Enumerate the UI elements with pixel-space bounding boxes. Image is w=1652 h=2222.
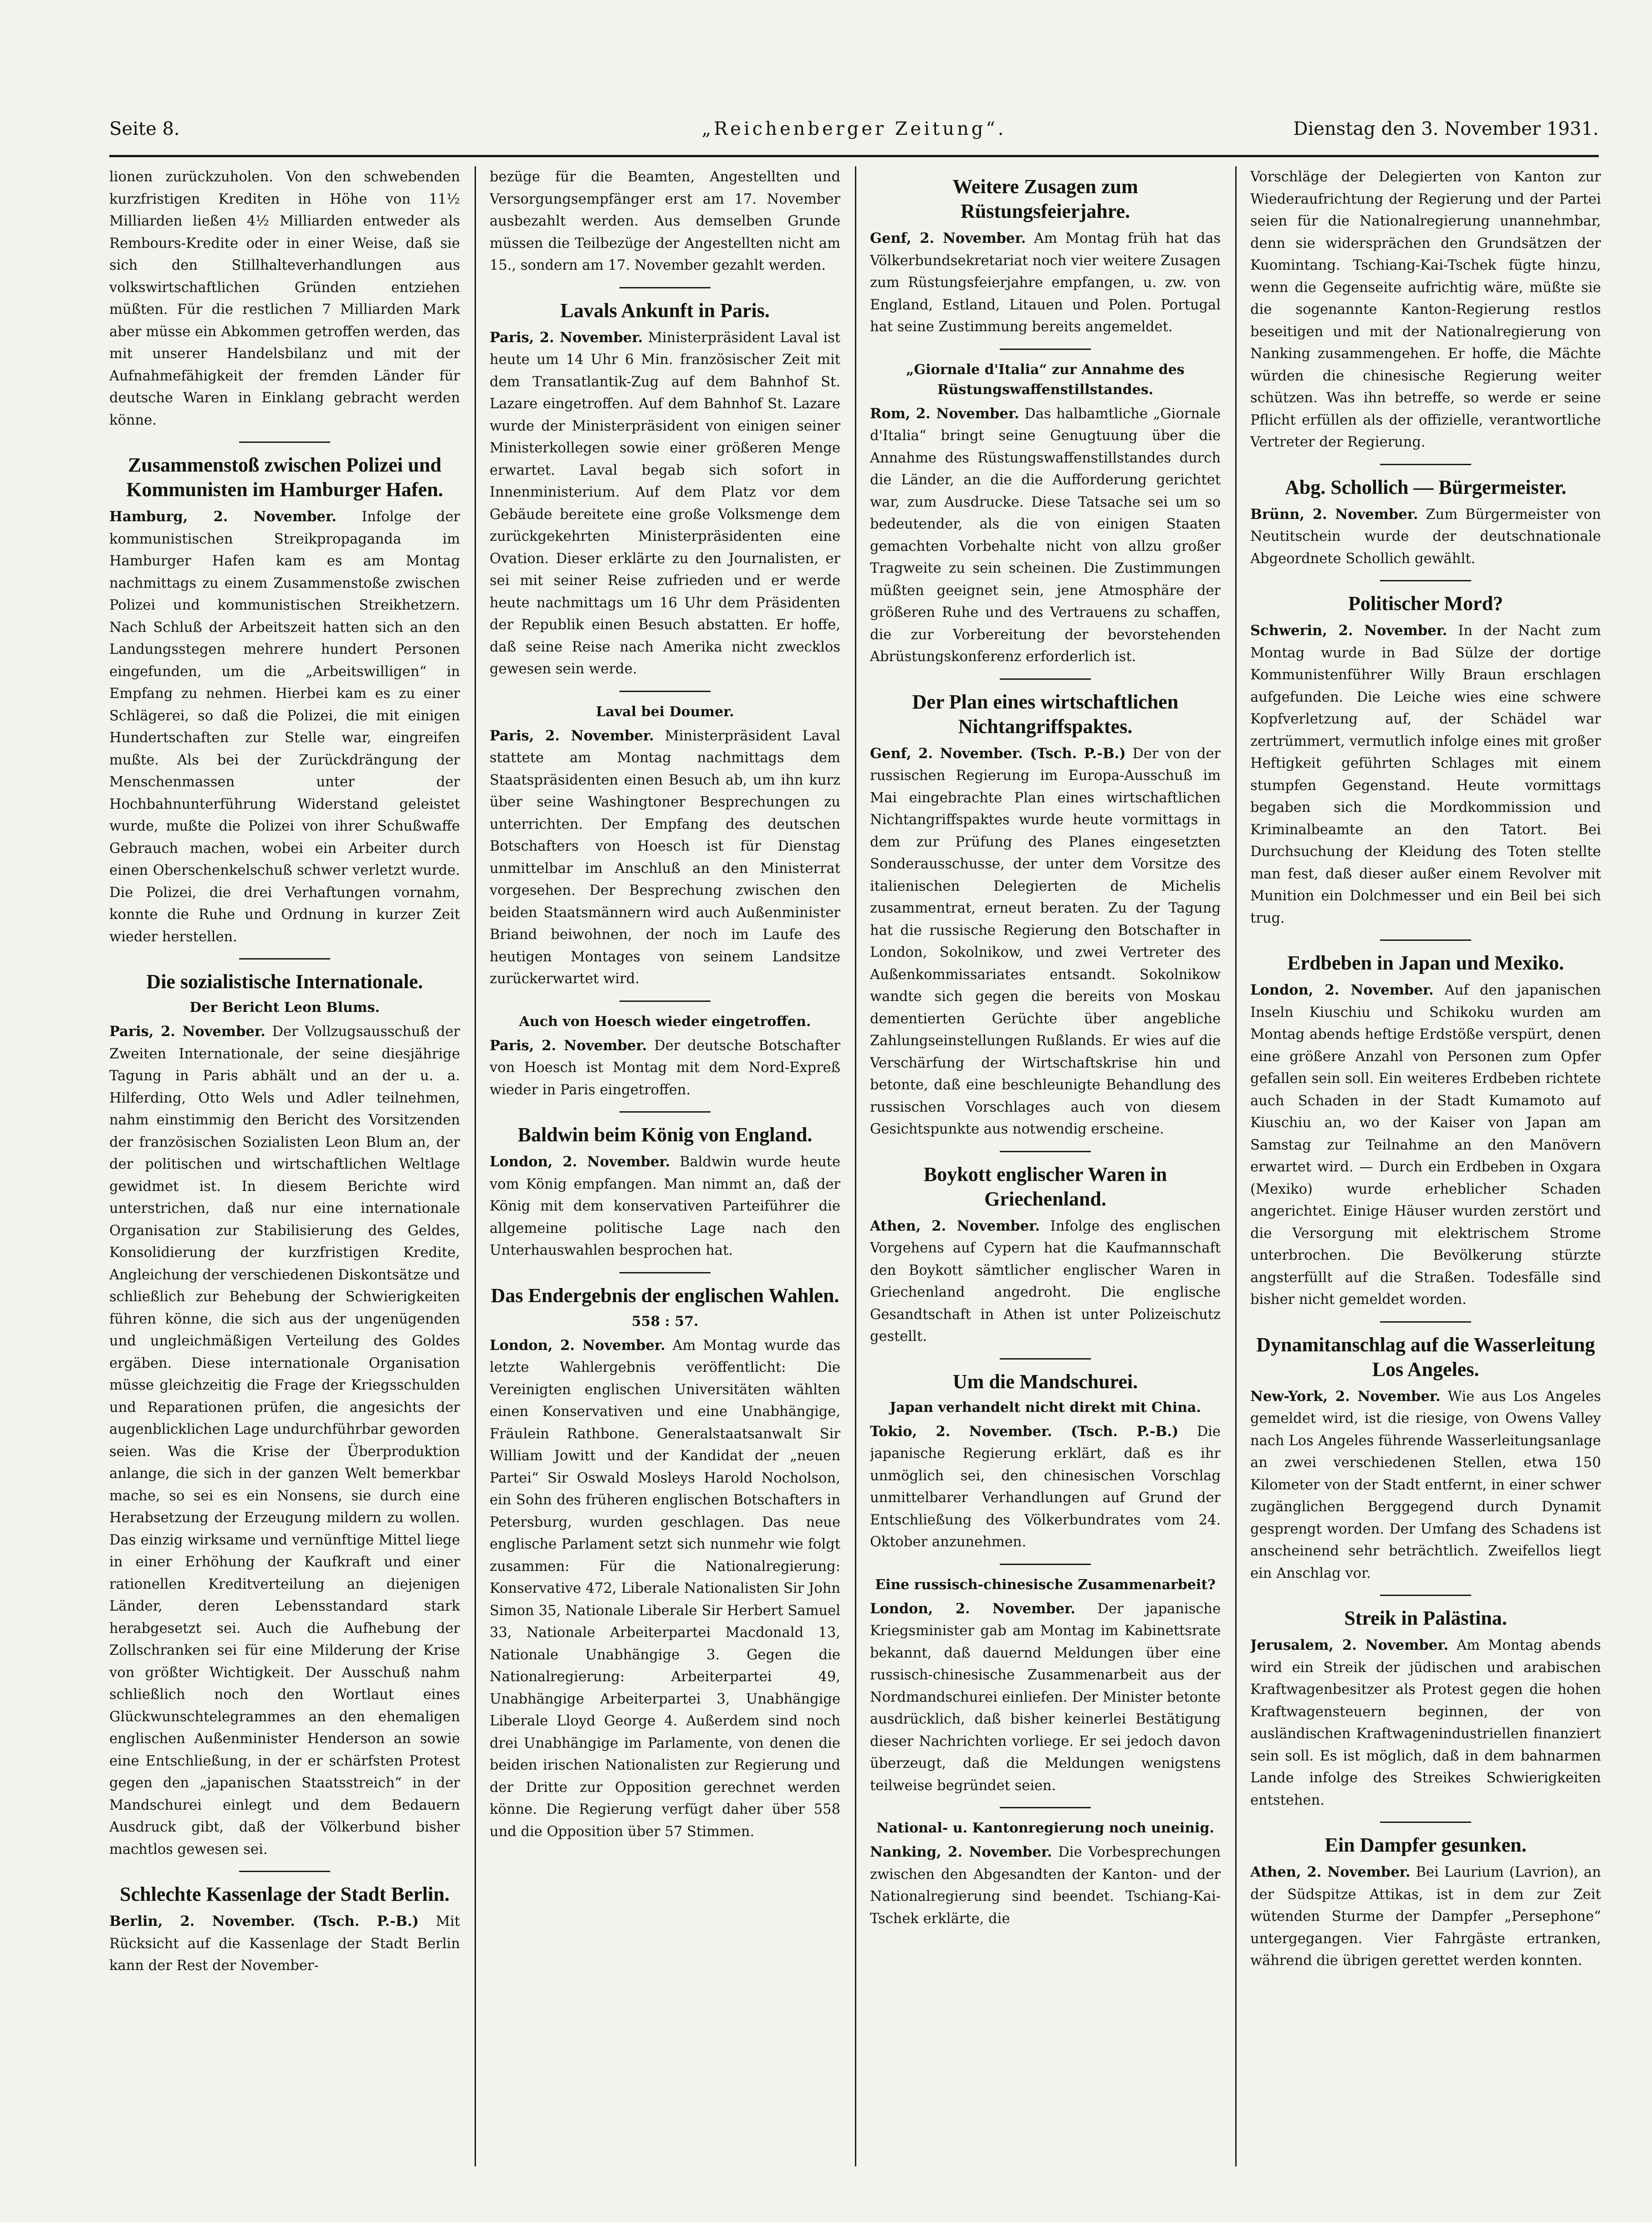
article-body <box>1250 1386 1601 1585</box>
article <box>490 298 840 692</box>
newspaper-title: „Reichenberger Zeitung“. <box>701 118 1007 139</box>
issue-date: Dienstag den 3. November 1931. <box>1293 118 1599 139</box>
article-text: Infolge der kommunistischen Streikpropaganda im Hamburger Hafen kam es am Montag nachmittags zu einem Zusammenstoße zwischen Polizei und kommunistischen Streikhetzern. Nach Schluß der Arbeitszeit hatten sich an den Landungsstegen mehrere hundert Personen eingefunden, um die „Arbeitswilligen“ in Empfang zu nehmen. Hierbei kam es zu einer Schlägerei, so daß die Polizei, die mit einigen Hundertschaften zur Stelle war, eingreifen mußte. Als bei der Zurückdrängung der Menschenmassen unter der Hochbahnunterführung Widerstand geleistet wurde, mußte die Polizei von ihrer Schußwaffe Gebrauch machen, wobei ein Arbeiter durch einen Oberschenkelschuß schwer verletzt wurde. Die Polizei, die drei Verhaftungen vornahm, konnte die Ruhe und Ordnung in kurzer Zeit wieder herstellen. <box>109 509 460 945</box>
article-body <box>109 506 460 948</box>
article-body <box>870 743 1221 1141</box>
article-dateline: Rom, 2. November. <box>870 405 1019 422</box>
article-body <box>870 1598 1221 1797</box>
article <box>870 1370 1221 1565</box>
column-4 <box>1250 166 1601 2171</box>
column-2 <box>490 166 840 2171</box>
article-separator <box>1000 678 1091 680</box>
article-dateline: Schwerin, 2. November. <box>1250 622 1447 639</box>
article-body <box>490 1035 840 1102</box>
article-separator <box>1380 1321 1471 1323</box>
article-dateline: Genf, 2. November. <box>870 230 1026 246</box>
article <box>490 1012 840 1113</box>
article <box>109 970 460 1872</box>
article <box>1250 166 1601 465</box>
article <box>870 174 1221 350</box>
article-headline: Ein Dampfer gesunken. <box>1325 1834 1527 1856</box>
article-body <box>490 166 840 277</box>
article-headline: Baldwin beim König von England. <box>517 1124 813 1146</box>
article-text: Die Vorbesprechungen zwischen den Abgesandten der Kanton- und der Nationalregierung sind beendet. Tschiang-Kai-Tschek erklärte, die <box>870 1844 1221 1927</box>
article-dateline: Hamburg, 2. November. <box>109 508 337 525</box>
article-text: Ministerpräsident Laval ist heute um 14 Uhr 6 Min. französischer Zeit mit dem Transatlantik-Zug auf dem Bahnhof St. Lazare eingetroffen. Auf dem Bahnhof St. Lazare wurde der Ministerpräsident von einigen seiner Ministerkollegen sowie einer größeren Menge erwartet. Laval begab sich sofort in Innenministerium. Auf dem Platz vor dem Gebäude bereitete eine große Volksmenge dem zurückgekehrten Ministerpräsidenten eine Ovation. Dieser erklärte zu den Journalisten, er sei mit seiner Reise zufrieden und er werde heute nachmittags um 16 Uhr dem Präsidenten der Republik einen Besuch abstatten. Er hoffe, daß seine Reise nach Amerika nicht zwecklos gewesen sein werde. <box>490 329 840 677</box>
article-text: In der Nacht zum Montag wurde in Bad Sülze der dortige Kommunistenführer Willy Braun erschlagen aufgefunden. Die Leiche wies eine schwere Kopfverletzung auf, der Schädel war zertrümmert, vermutlich infolge eines mit großer Heftigkeit geführten Schlages mit einem stumpfen Gegenstand. Heute vormittags begaben sich die Mordkommission und Kriminalbeamte an den Tatort. Bei Durchsuchung der Kleidung des Toten stellte man fest, daß dieser außer einem Revolver mit Munition ein Dolchmesser und ein Beil bei sich trug. <box>1250 623 1601 926</box>
article <box>1250 591 1601 941</box>
article <box>490 166 840 288</box>
article <box>109 1882 460 1977</box>
article-text: Vorschläge der Delegierten von Kanton zur Wiederaufrichtung der Regierung und der Partei seien für die Nationalregierung unannehmbar, denn sie widersprächen den Grundsätzen der Kuomintang. Tschiang-Kai-Tschek fügte hinzu, wenn die Gegenseite aufrichtig wäre, müßte sie die sogenannte Kanton-Regierung restlos beseitigen und mit der Nationalregierung von Nanking zusammengehen. Er hoffe, die Mächte würden die chinesische Regierung weiter schützen. Was ihn betreffe, so werde er seine Pflicht erfüllen als der offizielle, verantwortliche Vertreter der Regierung. <box>1250 169 1601 450</box>
article-text: Bei Laurium (Lavrion), an der Südspitze Attikas, ist in dem zur Zeit wütenden Sturme der Dampfer „Persephone“ untergegangen. Vier Fahrgäste ertranken, während die übrigen gerettet werden konnten. <box>1250 1864 1601 1969</box>
column-1 <box>109 166 460 2171</box>
article-text: Mit Rücksicht auf die Kassenlage der Stadt Berlin kann der Rest der November- <box>109 1914 460 1974</box>
article <box>1250 1833 1601 1972</box>
article-subheadline: Japan verhandelt nicht direkt mit China. <box>890 1399 1201 1416</box>
page-number: Seite 8. <box>109 118 180 139</box>
article <box>870 690 1221 1152</box>
article <box>490 702 840 1002</box>
article-separator <box>619 1001 711 1002</box>
article-subheadline: „Giornale d'Italia“ zur Annahme des Rüstungswaffenstillstandes. <box>906 361 1185 398</box>
article-separator <box>239 1871 330 1872</box>
article-headline: Das Endergebnis der englischen Wahlen. <box>491 1284 839 1307</box>
article-separator <box>1000 1564 1091 1565</box>
article-headline: Weitere Zusagen zum Rüstungsfeierjahre. <box>952 175 1138 222</box>
article-dateline: New-York, 2. November. <box>1250 1388 1441 1405</box>
column-3 <box>870 166 1221 2171</box>
article-body <box>870 227 1221 339</box>
article-separator <box>239 441 330 443</box>
article-text: Die japanische Regierung erklärt, daß es ihr unmöglich sei, den chinesischen Vorschlag unmittelbarer Verhandlungen auf Grund der Entschließung des Völkerbundrates vom 24. Oktober anzunehmen. <box>870 1423 1221 1550</box>
article-headline: Schlechte Kassenlage der Stadt Berlin. <box>120 1883 450 1905</box>
article-text: Baldwin wurde heute vom König empfangen. Man nimmt an, daß der König mit dem konservativen Parteiführer die allgemeine politische Lage nach den Unterhauswahlen besprochen hat. <box>490 1154 840 1258</box>
article-text: bezüge für die Beamten, Angestellten und Versorgungsempfänger erst am 17. November ausbezahlt werden. Aus demselben Grunde müssen die Teilbezüge der Angestellten nicht am 15., sondern am 17. November gezahlt werden. <box>490 169 840 273</box>
article-text: Am Montag abends wird ein Streik der jüdischen und arabischen Kraftwagenbesitzer als Protest gegen die hohen Kraftwagensteuern beginnen, der von ausländischen Kraftwagenindustriellen finanziert sein soll. Es ist möglich, daß in dem bahnarmen Lande infolge des Streikes Schwierigkeiten entstehen. <box>1250 1637 1601 1808</box>
article-dateline: Paris, 2. November. <box>490 727 654 744</box>
article <box>870 1818 1221 1930</box>
article-body <box>870 1841 1221 1930</box>
article-separator <box>239 958 330 960</box>
article-headline: Der Plan eines wirtschaftlichen Nichtangriffspaktes. <box>912 690 1179 738</box>
article-text: Am Montag früh hat das Völkerbundsekretariat noch vier weitere Zusagen zum Rüstungsfeierjahre empfangen, u. zw. von England, Estland, Litauen und Polen. Portugal hat seine Zustimmung bereits angemeldet. <box>870 231 1221 335</box>
article-dateline: Tokio, 2. November. (Tsch. P.-B.) <box>870 1423 1179 1440</box>
article-text: lionen zurückzuholen. Von den schwebenden kurzfristigen Krediten in Höhe von 11½ Milliarden ließen 4½ Milliarden entweder als Rembours-Kredite oder in einer Weise, daß sie sich den Stillhalteverhandlungen aus volkswirtschaftlichen Gründen entziehen müßten. Für die restlichen 7 Milliarden Mark aber müsse ein Abkommen getroffen werden, das mit unserer Handelsbilanz und mit der Aufnahmefähigkeit der fremden Länder für deutsche Waren in Einklang gebracht werden könne. <box>109 169 460 428</box>
article-text: Ministerpräsident Laval stattete am Montag nachmittags dem Staatspräsidenten einen Besuch ab, um ihn kurz über seine Washingtoner Besprechungen zu unterrichten. Der Empfang des deutschen Botschafters von Hoesch ist für Dienstag unmittelbar im Anschluß an den Ministerrat vorgesehen. Der Besprechung zwischen den beiden Staatsmännern wird auch Außenminister Briand beiwohnen, der noch im Laufe des heutigen Montages von seinem Landsitze zurückerwartet wird. <box>490 728 840 987</box>
column-divider <box>1235 166 1237 2166</box>
article <box>1250 475 1601 582</box>
article-separator <box>619 691 711 692</box>
article-headline: Lavals Ankunft in Paris. <box>560 299 770 322</box>
article-dateline: Paris, 2. November. <box>490 1037 647 1054</box>
article <box>870 1162 1221 1360</box>
article-body <box>870 1215 1221 1348</box>
article-body <box>109 166 460 431</box>
article-dateline: Nanking, 2. November. <box>870 1844 1052 1860</box>
article <box>490 1283 840 1843</box>
article <box>490 1123 840 1273</box>
article-text: Der von der russischen Regierung im Europa-Ausschuß im Mai eingebrachte Plan eines wirtschaftlichen Nichtangriffspaktes wurde heute vormittags in dem zur Prüfung des Planes eingesetzten Sonderausschusse, der unter dem Vorsitze des italienischen Delegierten de Michelis zusammentrat, erneut beraten. Zu der Tagung hat die russische Regierung den Botschafter in London, Sokolnikow, und zwei Vertreter des Außenkommissariates entsandt. Sokolnikow wandte sich gegen die bereits von Moskau dementierten Gerüchte über angebliche Zahlungseinstellungen Rußlands. Er wies auf die Verschärfung der Wirtschaftskrise hin und betonte, daß eine beschleunigte Behandlung des russischen Vorschlages auch von diesem Gesichtspunkte aus notwendig erscheine. <box>870 745 1221 1137</box>
article-body <box>490 1334 840 1843</box>
article-body <box>490 327 840 681</box>
article-body <box>1250 979 1601 1311</box>
article-separator <box>1380 939 1471 941</box>
column-divider <box>855 166 856 2166</box>
article-body <box>490 725 840 990</box>
article-headline: Die sozialistische Internationale. <box>146 970 423 993</box>
article-separator <box>1000 1151 1091 1152</box>
article-text: Auf den japanischen Inseln Kiuschiu und Schikoku wurden am Montag abends heftige Erdstöße verspürt, denen eine größere Anzahl von Personen zum Opfer gefallen sein soll. Ein weiteres Erdbeben richtete auch Schaden in der Stadt Kumamoto auf Kiuschiu an, wo der Kaiser von Japan am Samstag zur Teilnahme an den Manövern erwartet wird. — Durch ein Erdbeben in Oxgara (Mexiko) wurde erheblicher Schaden angerichtet. Einige Häuser wurden zerstört und die Versorgung mit elektrischem Strome unterbrochen. Die Bevölkerung stürzte angsterfüllt auf die Straßen. Todesfälle sind bisher nicht gemeldet worden. <box>1250 982 1601 1308</box>
article-headline: Streik in Palästina. <box>1344 1607 1507 1629</box>
article-dateline: Genf, 2. November. (Tsch. P.-B.) <box>870 745 1126 762</box>
article-headline: Erdbeben in Japan und Mexiko. <box>1287 952 1564 974</box>
article <box>109 453 460 960</box>
article-dateline: London, 2. November. <box>1250 982 1434 998</box>
article-body <box>109 1021 460 1861</box>
article-text: Der deutsche Botschafter von Hoesch ist Montag mit dem Nord-Expreß wieder in Paris eingetroffen. <box>490 1037 840 1098</box>
article-dateline: London, 2. November. <box>490 1337 665 1354</box>
article-separator <box>1380 1822 1471 1823</box>
article-headline: Politischer Mord? <box>1348 592 1504 615</box>
article-dateline: London, 2. November. <box>870 1600 1076 1617</box>
article-headline: Um die Mandschurei. <box>952 1370 1138 1393</box>
article-text: Zum Bürgermeister von Neutitschein wurde der deutschnationale Abgeordnete Schollich gewählt. <box>1250 506 1601 567</box>
article-headline: Abg. Schollich — Bürgermeister. <box>1285 476 1566 498</box>
article-dateline: Paris, 2. November. <box>109 1023 266 1040</box>
article-dateline: London, 2. November. <box>490 1154 670 1170</box>
article-body <box>490 1151 840 1262</box>
article-separator <box>1380 580 1471 581</box>
article-subheadline: Laval bei Doumer. <box>596 703 734 720</box>
article-subheadline: Eine russisch-chinesische Zusammenarbeit? <box>875 1576 1216 1593</box>
article-text: Der japanische Kriegsminister gab am Montag im Kabinettsrate bekannt, daß dauernd Meldungen über eine russisch-chinesische Zusammenarbeit aus der Nordmandschurei einliefen. Der Minister betonte ausdrücklich, daß bisher keinerlei Bestätigung dieser Nachrichten vorliege. Er sei jedoch davon überzeugt, daß die Meldungen wenigstens teilweise begründet seien. <box>870 1601 1221 1794</box>
article-separator <box>1380 1595 1471 1596</box>
article-separator <box>1000 349 1091 350</box>
article-text: Der Vollzugsausschuß der Zweiten Internationale, der seine diesjährige Tagung in Paris abhält und an der u. a. Hilferding, Otto Wels und Adler teilnehmen, nahm einstimmig den Bericht des Vorsitzenden der französischen Sozialisten Leon Blum an, der der politischen und wirtschaftlichen Weltlage gewidmet ist. In diesem Berichte wird unterstrichen, daß nur eine internationale Organisation zur Stabilisierung des Geldes, Konsolidierung der kurzfristigen Kredite, Angleichung der verschiedenen Diskontsätze und schließlich zur Behebung der Schwierigkeiten führen könne, die sich aus der ungenügenden und ungleichmäßigen Verteilung des Goldes ergäben. Diese internationale Organisation müsse gleichzeitig die Frage der Kriegsschulden und Reparationen prüfen, die angesichts der augenblicklichen Lage undurchführbar geworden seien. Was die Krise der Überproduktion anlange, die sich in der ganzen Welt bemerkbar mache, so sei es ein Nonsens, sie durch eine Herabsetzung der Erzeugung mildern zu wollen. Das einzig wirksame und vernünftige Mittel liege in einer Erhöhung der Kaufkraft und einer rationellen Kreditverteilung an diejenigen Länder, deren Lebensstandard stark herabgesetzt sei. Auch die Aufhebung der Zollschranken sei für eine Milderung der Krise von größter Wichtigkeit. Der Ausschuß nahm schließlich noch den Wortlaut eines Glückwunschtelegrammes an den ehemaligen englischen Außenminister Henderson an sowie eine Entschließung, in der er schärfsten Protest gegen den „japanischen Staatsstreich“ in der Mandschurei einlegt und dem Bedauern Ausdruck gibt, daß der Völkerbund bisher machtlos gewesen sei. <box>109 1024 460 1858</box>
article-body <box>870 1421 1221 1554</box>
article-text: Am Montag wurde das letzte Wahlergebnis veröffentlicht: Die Vereinigten englischen Universitäten wählten einen Konservativen und eine Unabhängige, Fräulein Rathbone. Generalstaatsanwalt Sir William Jowitt und der Kandidat der „neuen Partei“ Sir Oswald Mosleys Harold Nocholson, ein Sohn des früheren englischen Botschafters in Petersburg, wurden geschlagen. Das neue englische Parlament setzt sich nunmehr wie folgt zusammen: Für die Nationalregierung: Konservative 472, Liberale Nationalisten Sir John Simon 35, Nationale Liberale Sir Herbert Samuel 33, Nationale Arbeiterpartei Macdonald 13, Nationale Unabhängige 3. Gegen die Nationalregierung: Arbeiterpartei 49, Unabhängige Arbeiterpartei 3, Unabhängige Liberale Lloyd George 4. Außerdem sind noch drei Unabhängige im Parlamente, von denen die beiden irischen Nationalisten zur Regierung und der Dritte zur Opposition gerechnet werden könne. Die Regierung verfügt daher über 558 und die Opposition über 57 Stimmen. <box>490 1337 840 1840</box>
article-body <box>109 1910 460 1977</box>
article-dateline: Paris, 2. November. <box>490 329 643 346</box>
article-body <box>870 403 1221 668</box>
article <box>1250 1606 1601 1823</box>
header-rule <box>109 155 1599 157</box>
article-subheadline: Der Bericht Leon Blums. <box>189 1000 380 1016</box>
article-body <box>1250 1861 1601 1972</box>
article-dateline: Jerusalem, 2. November. <box>1250 1637 1448 1653</box>
article-separator <box>619 1272 711 1273</box>
article-subheadline: Auch von Hoesch wieder eingetroffen. <box>519 1013 811 1030</box>
article <box>109 166 460 443</box>
article-subheadline: 558 : 57. <box>631 1313 699 1329</box>
article-body <box>1250 166 1601 454</box>
article-body <box>1250 620 1601 929</box>
article <box>1250 1333 1601 1596</box>
article-dateline: Brünn, 2. November. <box>1250 506 1418 523</box>
article-separator <box>619 1111 711 1113</box>
article <box>870 1575 1221 1809</box>
article <box>870 360 1221 680</box>
article <box>1250 951 1601 1323</box>
article-text: Infolge des englischen Vorgehens auf Cypern hat die Kaufmannschaft den Boykott sämtlicher englischer Waren in Griechenland angedroht. Die englische Gesandtschaft in Athen ist unter Polizeischutz gestellt. <box>870 1218 1221 1344</box>
article-subheadline: National- u. Kantonregierung noch uneinig. <box>876 1820 1214 1836</box>
article-headline: Boykott englischer Waren in Griechenland. <box>923 1163 1167 1210</box>
article-text: Das halbamtliche „Giornale d'Italia“ bringt seine Genugtuung über die Annahme des Rüstungswaffenstillstandes durch die Länder, an die die Aufforderung gerichtet war, zum Ausdrucke. Diese Tatsache sei um so bedeutender, als die von einigen Staaten gemachten Vorbehalte nicht von allzu großer Tragweite zu sein scheinen. Die Zustimmungen müßten geeignet sein, jene Atmosphäre der größeren Ruhe und des Vertrauens zu schaffen, die zur Vorbereitung der bevorstehenden Abrüstungskonferenz erforderlich ist. <box>870 405 1221 665</box>
article-dateline: Athen, 2. November. <box>870 1217 1040 1234</box>
article-dateline: Berlin, 2. November. (Tsch. P.-B.) <box>109 1913 419 1929</box>
article-body <box>1250 1634 1601 1811</box>
article-dateline: Athen, 2. November. <box>1250 1864 1411 1880</box>
column-divider <box>475 166 476 2166</box>
article-body <box>1250 503 1601 570</box>
article-separator <box>1000 1807 1091 1808</box>
article-headline: Zusammenstoß zwischen Polizei und Kommunisten im Hamburger Hafen. <box>126 454 443 501</box>
newspaper-page <box>109 109 1599 2173</box>
article-separator <box>1000 1358 1091 1360</box>
article-separator <box>1380 464 1471 465</box>
article-text: Wie aus Los Angeles gemeldet wird, ist die riesige, von Owens Valley nach Los Angeles führende Wasserleitungsanlage an zwei verschiedenen Stellen, etwa 150 Kilometer von der Stadt entfernt, in einer schwer zugänglichen Berggegend durch Dynamit gesprengt worden. Der Umfang des Schadens ist anscheinend sehr beträchtlich. Zweifellos liegt ein Anschlag vor. <box>1250 1388 1601 1581</box>
article-headline: Dynamitanschlag auf die Wasserleitung Los Angeles. <box>1256 1333 1595 1380</box>
masthead <box>109 118 1599 150</box>
article-separator <box>619 287 711 288</box>
